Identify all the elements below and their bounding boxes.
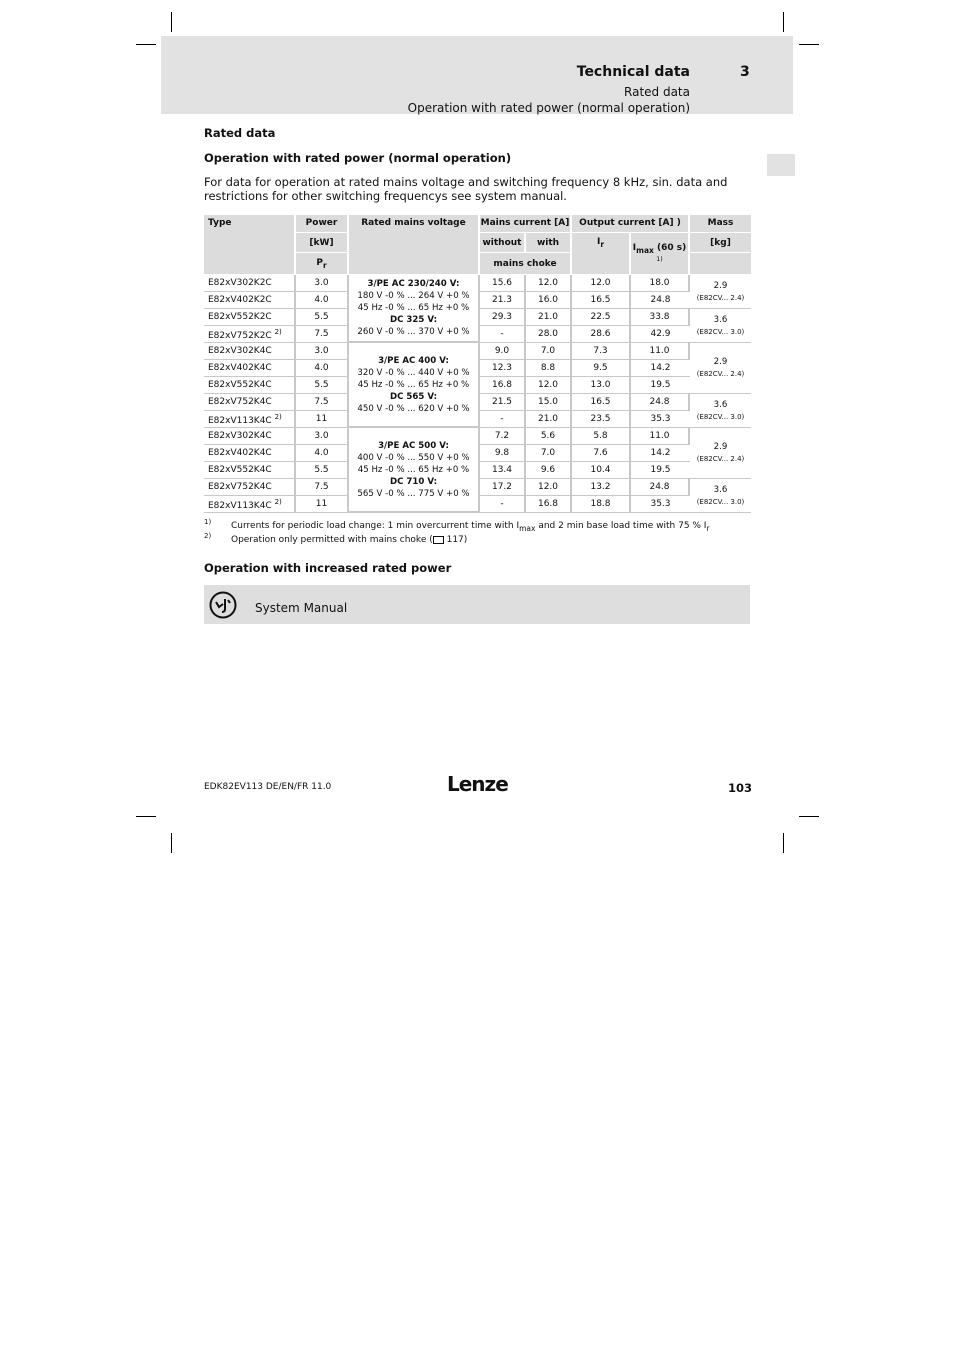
- section-heading-normal: Operation with rated power (normal operation): [204, 151, 512, 165]
- cell-power: 7.5: [296, 326, 349, 343]
- cell-type: E82xV302K4C: [204, 343, 296, 360]
- cell-current-without-choke: -: [480, 496, 526, 513]
- cell-type: E82xV402K4C: [204, 445, 296, 462]
- col-header-mass-unit: [kg]: [690, 233, 751, 253]
- crop-mark: [783, 833, 784, 853]
- cell-power: 11: [296, 411, 349, 428]
- cell-power: 7.5: [296, 394, 349, 411]
- lenze-logo: Lenze: [447, 772, 508, 796]
- crop-mark: [171, 833, 172, 853]
- cell-type: E82xV302K2C: [204, 275, 296, 292]
- col-header-power-symbol: $P_r$: [296, 253, 349, 275]
- col-header-with: with: [526, 233, 572, 253]
- cell-current-with-choke: 15.0: [526, 394, 572, 411]
- cell-output-imax: 24.8: [631, 394, 690, 411]
- cell-current-with-choke: 28.0: [526, 326, 572, 343]
- cell-output-ir: 28.6: [572, 326, 631, 343]
- header-subtitle: Rated data: [624, 85, 690, 99]
- cell-output-imax: 24.8: [631, 292, 690, 309]
- crop-mark: [783, 12, 784, 32]
- col-header-imax: $I_{max}$ (60 s) 1): [631, 233, 690, 275]
- cell-current-without-choke: 13.4: [480, 462, 526, 479]
- section-heading-rated-data: Rated data: [204, 126, 276, 140]
- cell-current-with-choke: 9.6: [526, 462, 572, 479]
- cell-type: E82xV752K4C: [204, 479, 296, 496]
- cell-output-ir: 23.5: [572, 411, 631, 428]
- cell-current-with-choke: 7.0: [526, 445, 572, 462]
- cell-current-with-choke: 12.0: [526, 377, 572, 394]
- table-row: [204, 343, 751, 360]
- cell-output-imax: 11.0: [631, 343, 690, 360]
- cell-current-with-choke: 16.8: [526, 496, 572, 513]
- cell-current-without-choke: 15.6: [480, 275, 526, 292]
- cell-current-with-choke: 12.0: [526, 479, 572, 496]
- footer-doc-id: EDK82EV113 DE/EN/FR 11.0: [204, 782, 332, 792]
- cell-mass: 3.6 (E82CV... 3.0): [690, 394, 751, 428]
- cell-output-imax: 24.8: [631, 479, 690, 496]
- cell-current-without-choke: 12.3: [480, 360, 526, 377]
- col-header-power-unit: [kW]: [296, 233, 349, 253]
- cell-power: 4.0: [296, 445, 349, 462]
- cell-output-ir: 9.5: [572, 360, 631, 377]
- cell-type: E82xV552K4C: [204, 462, 296, 479]
- cell-output-ir: 5.8: [572, 428, 631, 445]
- cell-output-ir: 22.5: [572, 309, 631, 326]
- crop-mark: [799, 816, 819, 817]
- cell-current-without-choke: 21.5: [480, 394, 526, 411]
- cell-current-without-choke: 29.3: [480, 309, 526, 326]
- cell-type: E82xV402K4C: [204, 360, 296, 377]
- cell-output-imax: 35.3: [631, 496, 690, 513]
- cell-rated-voltage: 3/PE AC 230/240 V: 180 V -0 % ... 264 V +0 % 45 Hz -0 % ... 65 Hz +0 % DC 325 V: 260 V -0 % ... 370 V +0 %: [349, 275, 480, 343]
- cell-power: 5.5: [296, 309, 349, 326]
- cell-current-without-choke: 21.3: [480, 292, 526, 309]
- cell-mass: 3.6 (E82CV... 3.0): [690, 479, 751, 513]
- header-title: Technical data: [576, 64, 690, 80]
- cell-power: 3.0: [296, 275, 349, 292]
- col-header-without: without: [480, 233, 526, 253]
- cell-rated-voltage: 3/PE AC 400 V: 320 V -0 % ... 440 V +0 % 45 Hz -0 % ... 65 Hz +0 % DC 565 V: 450 V -0 % ... 620 V +0 %: [349, 343, 480, 428]
- cell-power: 11: [296, 496, 349, 513]
- cell-current-with-choke: 12.0: [526, 275, 572, 292]
- chapter-number: 3: [740, 64, 750, 80]
- cell-type: E82xV552K4C: [204, 377, 296, 394]
- cell-type: E82xV552K2C: [204, 309, 296, 326]
- cell-output-ir: 16.5: [572, 292, 631, 309]
- col-header-choke: mains choke: [480, 253, 572, 275]
- cell-power: 3.0: [296, 428, 349, 445]
- cell-type: E82xV113K4C $^{2)}$: [204, 496, 296, 513]
- cell-output-ir: 13.0: [572, 377, 631, 394]
- cell-output-imax: 35.3: [631, 411, 690, 428]
- cell-output-imax: 19.5: [631, 377, 690, 394]
- cell-output-imax: 14.2: [631, 445, 690, 462]
- table-row: [204, 275, 751, 292]
- cell-output-imax: 19.5: [631, 462, 690, 479]
- cell-current-without-choke: 9.8: [480, 445, 526, 462]
- cell-output-ir: 18.8: [572, 496, 631, 513]
- cell-type: E82xV402K2C: [204, 292, 296, 309]
- cell-current-with-choke: 21.0: [526, 411, 572, 428]
- cell-power: 3.0: [296, 343, 349, 360]
- cell-current-without-choke: -: [480, 411, 526, 428]
- header-subtitle-2: Operation with rated power (normal operation): [407, 101, 690, 115]
- cell-output-imax: 42.9: [631, 326, 690, 343]
- cell-output-imax: 33.8: [631, 309, 690, 326]
- crop-mark: [136, 816, 156, 817]
- col-header-power: Power: [296, 215, 349, 233]
- cell-current-with-choke: 5.6: [526, 428, 572, 445]
- cell-output-ir: 16.5: [572, 394, 631, 411]
- cell-rated-voltage: 3/PE AC 500 V: 400 V -0 % ... 550 V +0 % 45 Hz -0 % ... 65 Hz +0 % DC 710 V: 565 V -0 % ... 775 V +0 %: [349, 428, 480, 513]
- cell-output-ir: 7.3: [572, 343, 631, 360]
- cell-output-ir: 13.2: [572, 479, 631, 496]
- cell-power: 5.5: [296, 462, 349, 479]
- cell-output-imax: 11.0: [631, 428, 690, 445]
- crop-mark: [171, 12, 172, 32]
- cell-type: E82xV752K2C $^{2)}$: [204, 326, 296, 343]
- cell-current-without-choke: 9.0: [480, 343, 526, 360]
- cell-type: E82xV113K4C $^{2)}$: [204, 411, 296, 428]
- cell-mass: 2.9 (E82CV... 2.4): [690, 428, 751, 479]
- cell-power: 4.0: [296, 360, 349, 377]
- crop-mark: [799, 44, 819, 45]
- chapter-side-tab: [767, 154, 795, 176]
- col-header-voltage: Rated mains voltage: [349, 215, 480, 275]
- col-header-mass-blank: [690, 253, 751, 275]
- cell-type: E82xV302K4C: [204, 428, 296, 445]
- cell-power: 7.5: [296, 479, 349, 496]
- page-number: 103: [728, 781, 753, 795]
- cell-current-without-choke: 17.2: [480, 479, 526, 496]
- col-header-ir: $I_r$: [572, 233, 631, 275]
- cell-current-without-choke: 16.8: [480, 377, 526, 394]
- crop-mark: [136, 44, 156, 45]
- cell-output-ir: 7.6: [572, 445, 631, 462]
- table-body: [204, 275, 751, 513]
- cell-current-without-choke: 7.2: [480, 428, 526, 445]
- cell-mass: 2.9 (E82CV... 2.4): [690, 343, 751, 394]
- cell-output-imax: 14.2: [631, 360, 690, 377]
- cell-power: 5.5: [296, 377, 349, 394]
- cell-output-ir: 10.4: [572, 462, 631, 479]
- book-reference-icon: [209, 591, 237, 619]
- col-header-type: Type: [204, 215, 296, 275]
- cell-current-with-choke: 7.0: [526, 343, 572, 360]
- cell-current-with-choke: 21.0: [526, 309, 572, 326]
- table-row: [204, 428, 751, 445]
- cell-mass: 2.9 (E82CV... 2.4): [690, 275, 751, 309]
- cell-current-with-choke: 16.0: [526, 292, 572, 309]
- cell-power: 4.0: [296, 292, 349, 309]
- section-heading-increased: Operation with increased rated power: [204, 561, 452, 575]
- cell-output-imax: 18.0: [631, 275, 690, 292]
- cell-current-with-choke: 8.8: [526, 360, 572, 377]
- cell-mass: 3.6 (E82CV... 3.0): [690, 309, 751, 343]
- cell-output-ir: 12.0: [572, 275, 631, 292]
- col-header-output: Output current [A] ): [572, 215, 690, 233]
- intro-paragraph: For data for operation at rated mains voltage and switching frequency 8 kHz, sin. data and restrictions for other switching frequencys see system manual.: [204, 175, 728, 203]
- cell-current-without-choke: -: [480, 326, 526, 343]
- rated-data-table: [204, 215, 751, 513]
- col-header-mass: Mass: [690, 215, 751, 233]
- col-header-mains: Mains current [A]: [480, 215, 572, 233]
- cell-type: E82xV752K4C: [204, 394, 296, 411]
- book-icon: [433, 536, 444, 544]
- system-manual-label: System Manual: [255, 601, 348, 615]
